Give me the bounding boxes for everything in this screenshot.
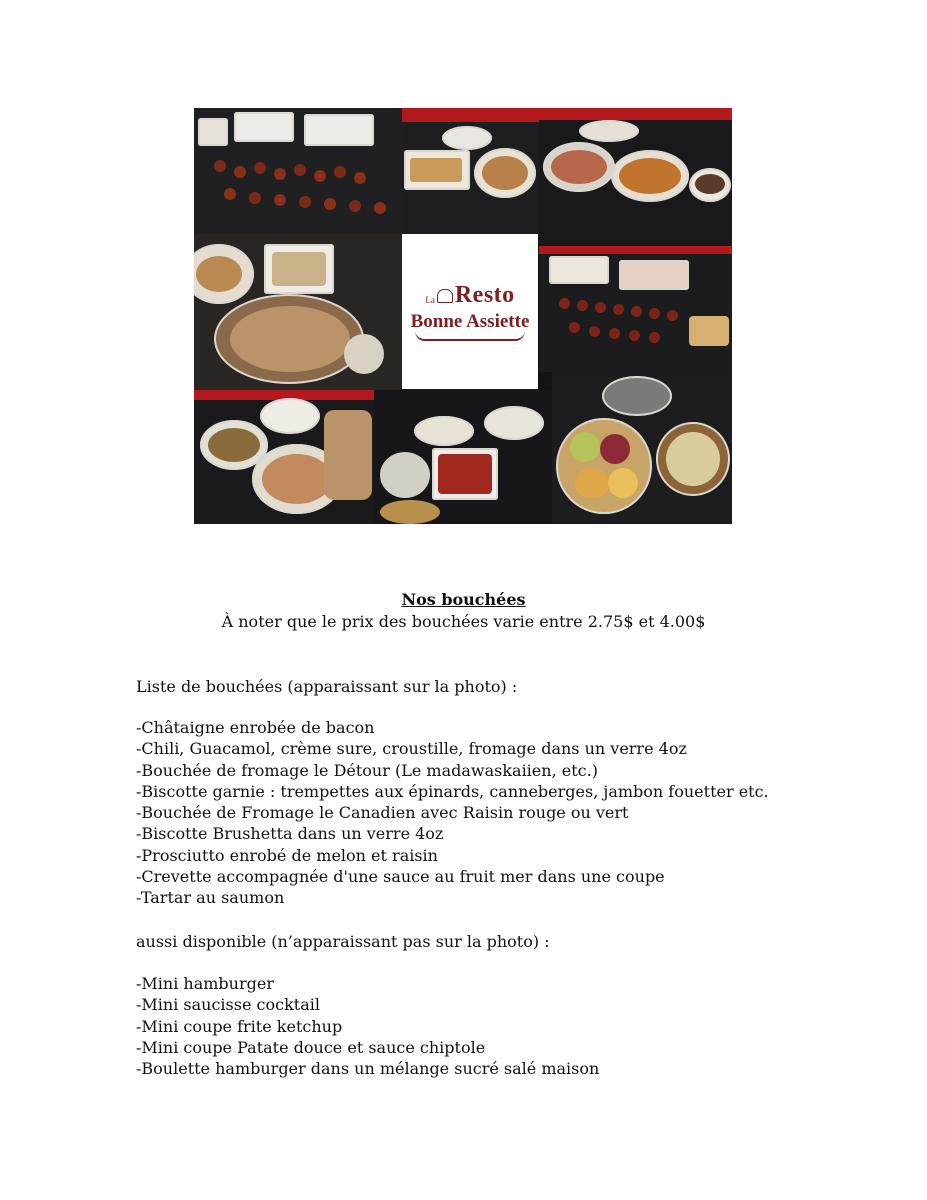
list-item: -Biscotte Brushetta dans un verre 4oz bbox=[136, 824, 444, 844]
logo-prefix: La bbox=[425, 295, 435, 305]
chef-hat-icon bbox=[437, 289, 453, 303]
list-item: -Mini saucisse cocktail bbox=[136, 995, 320, 1015]
list-item: -Boulette hamburger dans un mélange sucré salé maison bbox=[136, 1059, 600, 1079]
restaurant-logo bbox=[402, 234, 538, 389]
shown-items-intro: Liste de bouchées (apparaissant sur la photo) : bbox=[136, 677, 518, 696]
photo-tile-platters bbox=[194, 390, 374, 524]
photo-tile-canapes bbox=[539, 108, 732, 246]
photo-tile-crostini bbox=[402, 108, 539, 234]
list-item: -Mini coupe Patate douce et sauce chiptole bbox=[136, 1037, 486, 1057]
list-item: -Chili, Guacamol, crème sure, croustille, fromage dans un verre 4oz bbox=[136, 739, 687, 759]
list-item: -Châtaigne enrobée de bacon bbox=[136, 718, 375, 737]
list-item: -Crevette accompagnée d'une sauce au fruit mer dans une coupe bbox=[136, 867, 665, 887]
logo-name-line1: Resto bbox=[454, 282, 515, 308]
shown-items-list bbox=[136, 717, 769, 909]
logo-swoosh bbox=[415, 331, 525, 341]
other-items-intro: aussi disponible (n’apparaissant pas sur la photo) : bbox=[136, 932, 550, 951]
photo-tile-cheese-bites bbox=[194, 234, 402, 390]
list-item: -Mini hamburger bbox=[136, 974, 274, 993]
photo-tile-chili-cups bbox=[194, 108, 402, 234]
list-item: -Bouchée de fromage le Détour (Le madawaskaiien, etc.) bbox=[136, 760, 598, 780]
list-item: -Tartar au saumon bbox=[136, 888, 285, 908]
photo-tile-dessert-cups bbox=[539, 246, 732, 372]
list-item: -Biscotte garnie : trempettes aux épinards, canneberges, jambon fouetter etc. bbox=[136, 781, 769, 801]
list-item: -Bouchée de Fromage le Canadien avec Raisin rouge ou vert bbox=[136, 803, 629, 823]
photo-tile-fruit-cheese bbox=[552, 372, 732, 524]
logo-name-line2: Bonne Assiette bbox=[410, 311, 530, 332]
photo-tile-shrimp bbox=[374, 390, 552, 524]
list-item: -Mini coupe frite ketchup bbox=[136, 1016, 343, 1036]
section-heading: Nos bouchées bbox=[401, 590, 526, 609]
other-items-list bbox=[136, 973, 599, 1079]
food-photo-collage bbox=[194, 108, 732, 524]
list-item: -Prosciutto enrobé de melon et raisin bbox=[136, 845, 438, 865]
price-note: À noter que le prix des bouchées varie entre 2.75$ et 4.00$ bbox=[221, 612, 706, 631]
